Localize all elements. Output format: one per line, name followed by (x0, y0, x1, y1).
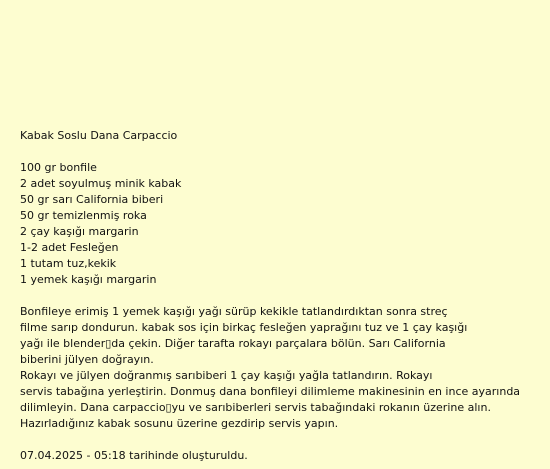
ingredient-item: 1 yemek kaşığı margarin (20, 273, 157, 286)
spacer (20, 288, 545, 304)
recipe-title: Kabak Soslu Dana Carpaccio (20, 129, 178, 142)
ingredient-item: 2 adet soyulmuş minik kabak (20, 177, 182, 190)
instruction-line: Rokayı ve jülyen doğranmış sarıbiberi 1 çay kaşığı yağla tatlandırın. Rokayı (20, 369, 433, 382)
instruction-line: biberini jülyen doğrayın. (20, 353, 154, 366)
ingredient-item: 50 gr sarı California biberi (20, 193, 164, 206)
ingredient-item: 1 tutam tuz,kekik (20, 257, 117, 270)
spacer (20, 432, 545, 448)
ingredient-item: 1-2 adet Fesleğen (20, 241, 119, 254)
created-timestamp: 07.04.2025 - 05:18 tarihinde oluşturuldu. (20, 449, 248, 462)
instruction-line: filme sarıp dondurun. kabak sos için birkaç fesleğen yaprağını tuz ve 1 çay kaşığı (20, 321, 468, 334)
ingredient-item: 100 gr bonfile (20, 161, 97, 174)
instruction-line: Hazırladığınız kabak sosunu üzerine gezdirip servis yapın. (20, 417, 339, 430)
instruction-line: dilimleyin. Dana carpaccio▯yu ve sarıbiberleri servis tabağındaki rokanın üzerine alın. (20, 401, 491, 414)
instruction-line: Bonfileye erimiş 1 yemek kaşığı yağı sürüp kekikle tatlandırdıktan sonra streç (20, 305, 448, 318)
ingredient-item: 2 çay kaşığı margarin (20, 225, 139, 238)
ingredient-list (20, 160, 545, 288)
spacer (20, 144, 545, 160)
instruction-line: yağı ile blender▯da çekin. Diğer tarafta rokayı parçalara bölün. Sarı California (20, 337, 446, 350)
recipe-page (20, 128, 545, 464)
instruction-text (20, 304, 545, 432)
instruction-line: servis tabağına yerleştirin. Donmuş dana bonfileyi dilimleme makinesinin en ince ayarında (20, 385, 521, 398)
ingredient-item: 50 gr temizlenmiş roka (20, 209, 147, 222)
